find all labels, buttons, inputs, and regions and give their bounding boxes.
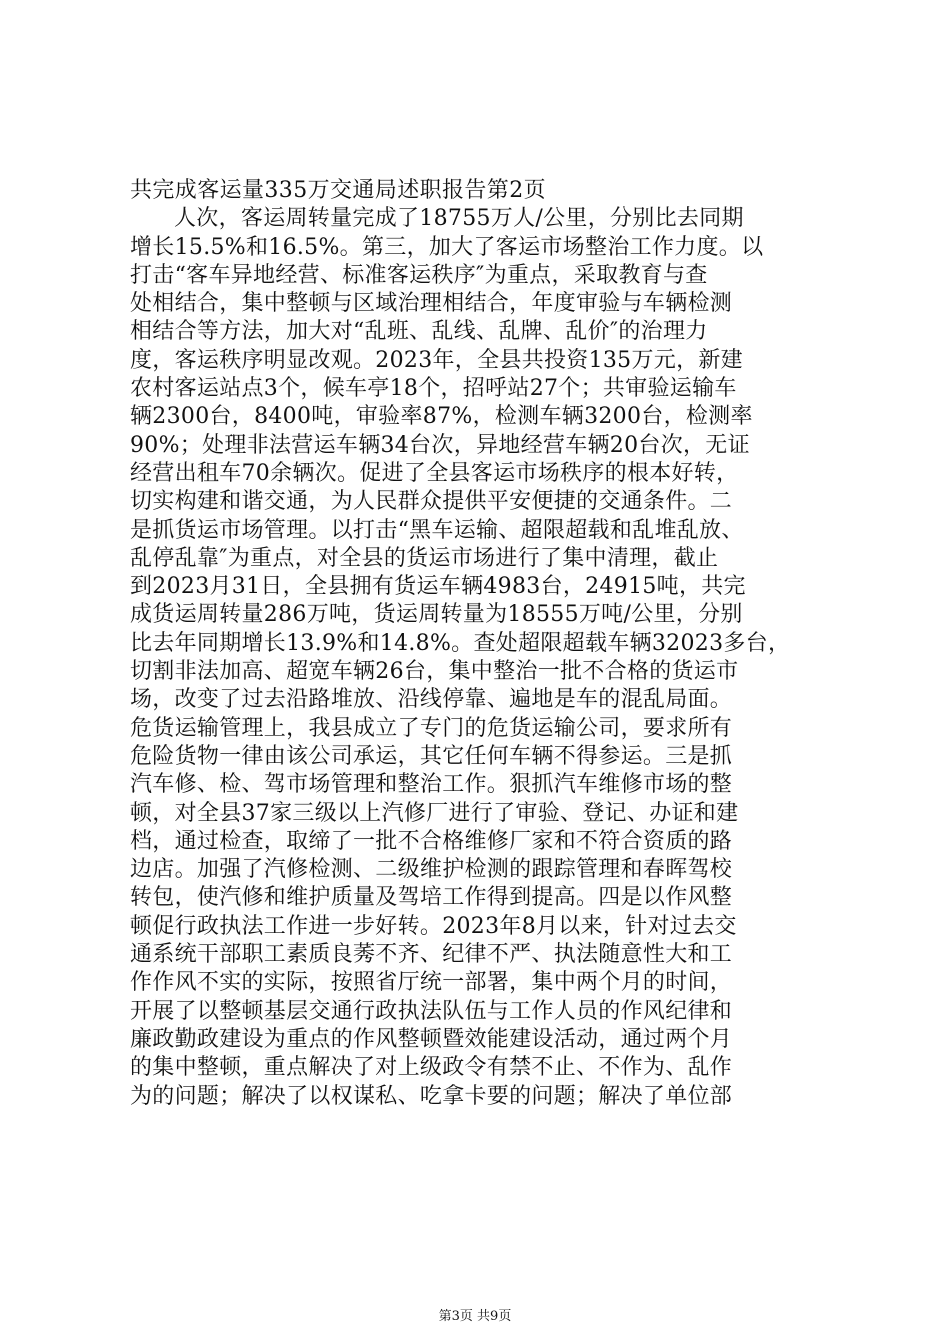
body-line: 增长15.5%和16.5%。第三，加大了客运市场整治工作力度。以 — [130, 234, 764, 260]
body-line: 为的问题；解决了以权谋私、吃拿卡要的问题；解决了单位部 — [130, 1083, 733, 1109]
body-line: 成货运周转量286万吨，货运周转量为18555万吨/公里，分别 — [130, 602, 743, 628]
body-line: 切割非法加高、超宽车辆26台，集中整治一批不合格的货运市 — [130, 659, 739, 685]
body-line: 农村客运站点3个，候车亭18个，招呼站27个；共审验运输车 — [130, 376, 737, 402]
body-line: 比去年同期增长13.9%和14.8%。查处超限超载车辆32023多台， — [130, 630, 791, 656]
body-line: 危货运输管理上，我县成立了专门的危货运输公司，要求所有 — [130, 715, 733, 741]
body-line: 危险货物一律由该公司承运，其它任何车辆不得参运。三是抓 — [130, 743, 733, 769]
body-line: 相结合等方法，加大对“乱班、乱线、乱牌、乱价″的治理力 — [130, 319, 708, 345]
body-line: 处相结合，集中整顿与区域治理相结合，年度审验与车辆检测 — [130, 291, 733, 317]
body-line: 档，通过检查，取缔了一批不合格维修厂家和不符合资质的路 — [130, 828, 733, 854]
body-line: 开展了以整顿基层交通行政执法队伍与工作人员的作风纪律和 — [130, 998, 733, 1024]
body-line: 汽车修、检、驾市场管理和整治工作。狠抓汽车维修市场的整 — [130, 772, 733, 798]
body-line: 廉政勤政建设为重点的作风整顿暨效能建设活动，通过两个月 — [130, 1026, 733, 1052]
body-line: 顿，对全县37家三级以上汽修厂进行了审验、登记、办证和建 — [130, 800, 739, 826]
body-line: 边店。加强了汽修检测、二级维护检测的跟踪管理和春晖驾校 — [130, 857, 733, 883]
body-line: 切实构建和谐交通，为人民群众提供平安便捷的交通条件。二 — [130, 489, 733, 515]
page-number-footer: 第3页 共9页 — [438, 1309, 512, 1324]
body-line: 乱停乱靠″为重点，对全县的货运市场进行了集中清理，截止 — [130, 545, 719, 571]
body-line: 转包，使汽修和维护质量及驾培工作得到提高。四是以作风整 — [130, 885, 733, 911]
body-line: 到2023月31日，全县拥有货运车辆4983台，24915吨，共完 — [130, 574, 746, 600]
body-line: 通系统干部职工素质良莠不齐、纪律不严、执法随意性大和工 — [130, 942, 733, 968]
document-body — [130, 177, 830, 1111]
body-line: 场，改变了过去沿路堆放、沿线停靠、遍地是车的混乱局面。 — [130, 687, 733, 713]
body-line: 是抓货运市场管理。以打击“黑车运输、超限超载和乱堆乱放、 — [130, 517, 744, 543]
body-line: 度，客运秩序明显改观。2023年，全县共投资135万元，新建 — [130, 347, 743, 373]
document-title: 共完成客运量335万交通局述职报告第2页 — [130, 178, 546, 203]
body-line: 打击“客车异地经营、标准客运秩序″为重点，采取教育与查 — [130, 262, 708, 288]
body-line: 90%；处理非法营运车辆34台次，异地经营车辆20台次，无证 — [130, 432, 750, 458]
body-line: 的集中整顿，重点解决了对上级政令有禁不止、不作为、乱作 — [130, 1055, 733, 1081]
body-line: 经营出租车70余辆次。促进了全县客运市场秩序的根本好转， — [130, 460, 739, 486]
body-line: 顿促行政执法工作进一步好转。2023年8月以来，针对过去交 — [130, 913, 737, 939]
body-line: 人次，客运周转量完成了18755万人/公里，分别比去同期 — [174, 206, 744, 232]
body-line: 辆2300台，8400吨，审验率87%，检测车辆3200台，检测率 — [130, 404, 753, 430]
body-line: 作作风不实的实际，按照省厅统一部署，集中两个月的时间， — [130, 970, 733, 996]
